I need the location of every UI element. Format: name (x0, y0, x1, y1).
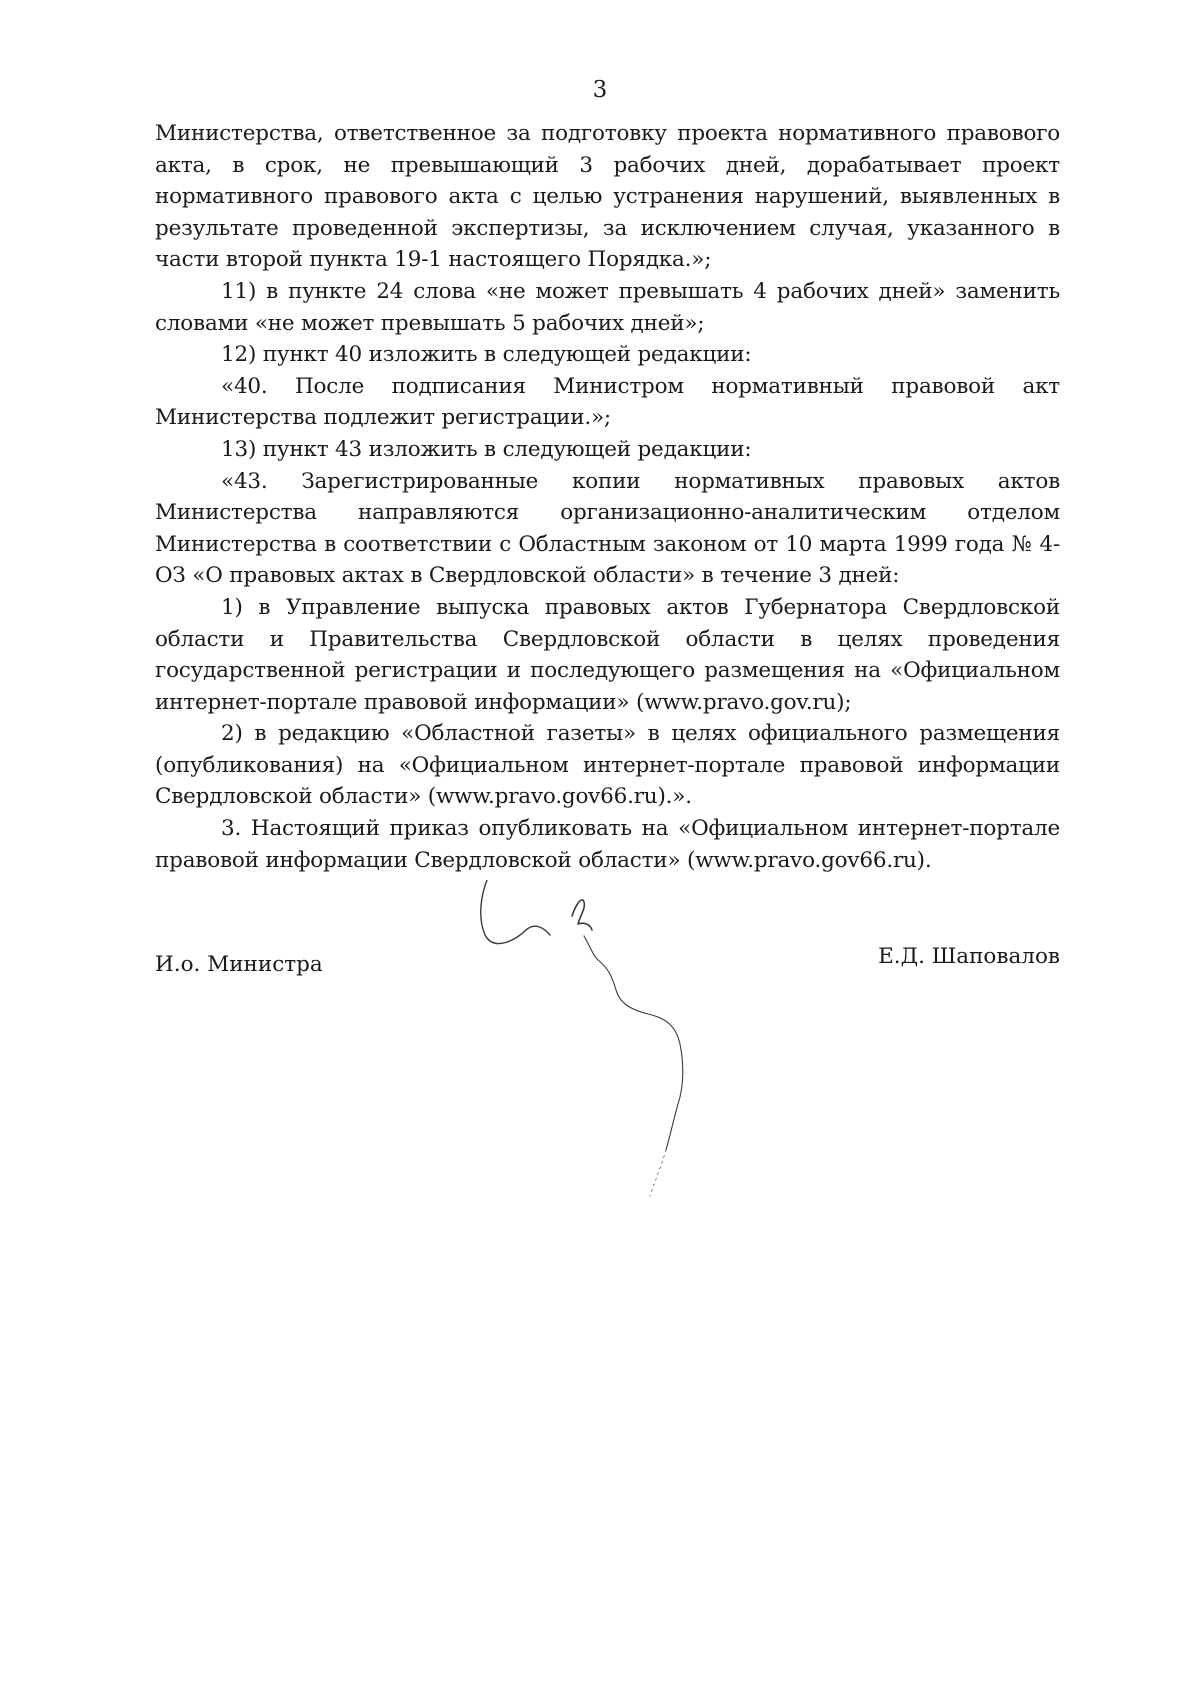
handwritten-signature (480, 880, 760, 1210)
paragraph-clause-3: 3. Настоящий приказ опубликовать на «Официальном интернет-портале правовой информации Свердловской области» (www.pravo.gov66.ru). (155, 816, 1060, 873)
paragraph-subitem-2: 2) в редакцию «Областной газеты» в целях официального размещения (опубликования) на «Официальном интернет-портале правовой информации Свердловской области» (www.pravo.gov66.ru).». (155, 721, 1060, 810)
paragraph-item-11: 11) в пункте 24 слова «не может превышать 4 рабочих дней» заменить словами «не может превышать 5 рабочих дней»; (155, 278, 1060, 336)
paragraph-subitem-1: 1) в Управление выпуска правовых актов Губернатора Свердловской области и Правительства Свердловской области в целях проведения государственной регистрации и последующего размещения на «Официальном интернет-портале правовой информации» (www.pravo.gov.ru); (155, 594, 1060, 715)
paragraph-point-43: «43. Зарегистрированные копии нормативных правовых актов Министерства направляются организационно-аналитическим отделом Министерства в соответствии с Областным законом от 10 марта 1999 года № 4-ОЗ «О правовых актах в Свердловской области» в течение 3 дней: (155, 468, 1060, 589)
paragraph-continuation: Министерства, ответственное за подготовку проекта нормативного правового акта, в срок, не превышающий 3 рабочих дней, дорабатывает проект нормативного правового акта с целью устранения нарушений, выявленных в результате проведенной экспертизы, за исключением случая, указанного в части второй пункта 19-1 настоящего Порядка.»; (155, 121, 1060, 273)
signature-stroke-fade (650, 1150, 666, 1196)
paragraph-point-40: «40. После подписания Министром нормативный правовой акт Министерства подлежит регистрации.»; (155, 373, 1060, 431)
paragraph-item-13: 13) пункт 43 изложить в следующей редакции: (221, 436, 752, 462)
page-number: 3 (592, 77, 608, 103)
signature-stroke-tail (584, 936, 683, 1150)
signatory-name: Е.Д. Шаповалов (878, 944, 1060, 969)
document-body (155, 118, 1060, 876)
paragraph-item-12: 12) пункт 40 изложить в следующей редакции: (221, 342, 752, 368)
signature-stroke-loop (481, 880, 550, 944)
signatory-position: И.о. Министра (155, 952, 323, 977)
signature-stroke-letter (572, 900, 592, 930)
